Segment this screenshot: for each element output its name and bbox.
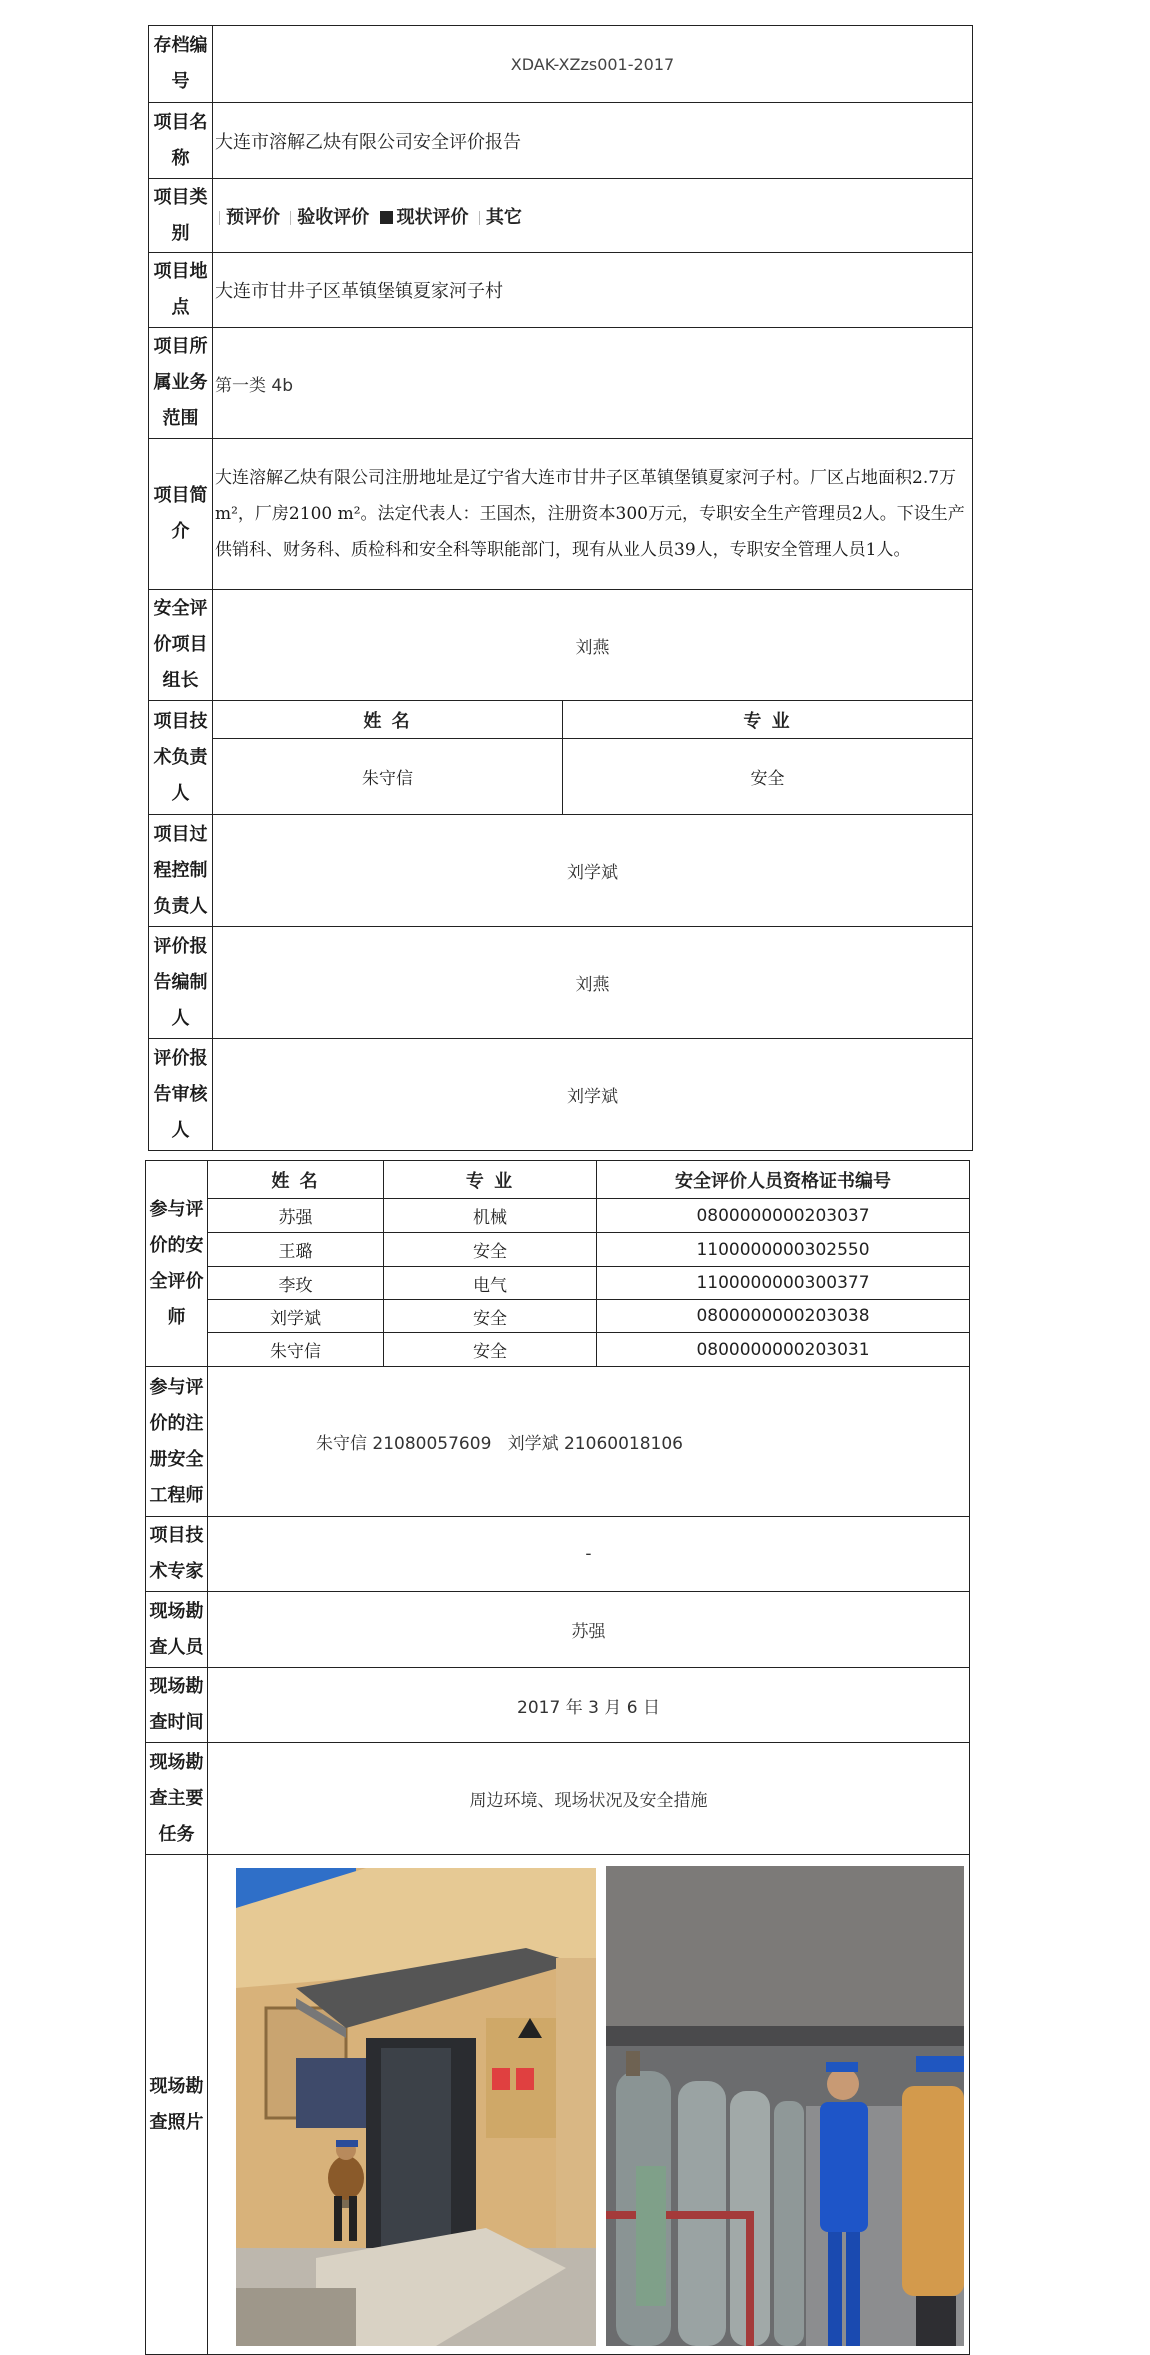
checkbox-acceptance-eval[interactable] — [290, 211, 294, 225]
table-row — [146, 1300, 970, 1333]
row-business-scope — [149, 328, 973, 439]
row-project-name — [149, 103, 973, 179]
table-row — [146, 1267, 970, 1300]
table-row — [146, 1233, 970, 1267]
evaluators-header-cert: 安全评价人员资格证书编号 — [597, 1161, 970, 1199]
team-leader-value: 刘燕 — [213, 590, 973, 701]
row-registered-engineers — [146, 1367, 970, 1517]
row-process-lead — [149, 815, 973, 927]
report-reviewer-label: 评价报告审核人 — [149, 1039, 213, 1151]
tech-lead-header-major: 专 业 — [563, 701, 973, 739]
option-pre-eval: 预评价 — [226, 206, 280, 228]
row-team-leader — [149, 590, 973, 701]
tech-lead-header-name: 姓 名 — [213, 701, 563, 739]
project-intro-value: 大连溶解乙炔有限公司注册地址是辽宁省大连市甘井子区革镇堡镇夏家河子村。厂区占地面积2.7万m²，厂房2100 m²。法定代表人：王国杰，注册资本300万元，专职安全生产管理员2人。下设生产供销科、财务科、质检科和安全科等职能部门，现有从业人员39人，专职安全管理人员1人。 — [213, 439, 973, 590]
evaluator-major: 机械 — [384, 1199, 597, 1233]
checkbox-other[interactable] — [479, 211, 483, 225]
business-scope-value: 第一类 4b — [213, 328, 973, 439]
option-acceptance-eval: 验收评价 — [297, 206, 370, 228]
evaluator-name: 刘学斌 — [208, 1300, 384, 1333]
project-type-options — [213, 179, 973, 253]
registered-engineers-label: 参与评价的注册安全工程师 — [146, 1367, 208, 1517]
checkbox-pre-eval[interactable] — [219, 211, 223, 225]
project-name-label: 项目名称 — [149, 103, 213, 179]
team-leader-label: 安全评价项目组长 — [149, 590, 213, 701]
process-lead-value: 刘学斌 — [213, 815, 973, 927]
record-table-top — [148, 25, 973, 1151]
project-intro-label: 项目简介 — [149, 439, 213, 590]
archive-no-label: 存档编号 — [149, 26, 213, 103]
evaluator-cert-no: 0800000000203031 — [597, 1333, 970, 1367]
evaluator-major: 安全 — [384, 1300, 597, 1333]
survey-photo-cylinders — [606, 1866, 964, 2346]
tech-lead-label: 项目技术负责人 — [149, 701, 213, 815]
tech-experts-value: - — [208, 1517, 970, 1592]
evaluator-name: 李玫 — [208, 1267, 384, 1300]
row-report-reviewer — [149, 1039, 973, 1151]
row-evaluators-header — [146, 1161, 970, 1199]
evaluator-name: 王璐 — [208, 1233, 384, 1267]
survey-tasks-label: 现场勘查主要任务 — [146, 1743, 208, 1855]
survey-tasks-value: 周边环境、现场状况及安全措施 — [208, 1743, 970, 1855]
entrance-photo-illustration — [236, 1868, 596, 2346]
project-location-label: 项目地点 — [149, 253, 213, 328]
tech-lead-name: 朱守信 — [213, 739, 563, 815]
survey-staff-label: 现场勘查人员 — [146, 1592, 208, 1668]
row-survey-staff — [146, 1592, 970, 1668]
registered-engineers-value: 朱守信 21080057609 刘学斌 21060018106 — [208, 1367, 970, 1517]
survey-photo-entrance — [236, 1868, 596, 2346]
table-row — [146, 1333, 970, 1367]
archive-no-value: XDAK-XZzs001-2017 — [213, 26, 973, 103]
row-project-type — [149, 179, 973, 253]
evaluator-cert-no: 0800000000203037 — [597, 1199, 970, 1233]
report-author-label: 评价报告编制人 — [149, 927, 213, 1039]
cylinders-photo-illustration — [606, 1866, 964, 2346]
survey-date-label: 现场勘查时间 — [146, 1668, 208, 1743]
report-reviewer-value: 刘学斌 — [213, 1039, 973, 1151]
row-project-location — [149, 253, 973, 328]
report-author-value: 刘燕 — [213, 927, 973, 1039]
evaluators-header-major: 专 业 — [384, 1161, 597, 1199]
table-row — [146, 1199, 970, 1233]
business-scope-label: 项目所属业务范围 — [149, 328, 213, 439]
evaluator-cert-no: 1100000000300377 — [597, 1267, 970, 1300]
row-tech-lead-values — [149, 739, 973, 815]
option-status-eval: 现状评价 — [396, 206, 469, 228]
survey-date-value: 2017 年 3 月 6 日 — [208, 1668, 970, 1743]
row-tech-experts — [146, 1517, 970, 1592]
project-location-value: 大连市甘井子区革镇堡镇夏家河子村 — [213, 253, 973, 328]
evaluators-header-name: 姓 名 — [208, 1161, 384, 1199]
survey-staff-value: 苏强 — [208, 1592, 970, 1668]
evaluator-name: 苏强 — [208, 1199, 384, 1233]
row-tech-lead-header — [149, 701, 973, 739]
evaluators-label: 参与评价的安全评价师 — [146, 1161, 208, 1367]
row-project-intro — [149, 439, 973, 590]
checkbox-status-eval-checked[interactable] — [380, 211, 393, 224]
evaluator-cert-no: 1100000000302550 — [597, 1233, 970, 1267]
row-archive-no — [149, 26, 973, 103]
project-name-value: 大连市溶解乙炔有限公司安全评价报告 — [213, 103, 973, 179]
evaluator-major: 电气 — [384, 1267, 597, 1300]
evaluator-cert-no: 0800000000203038 — [597, 1300, 970, 1333]
process-lead-label: 项目过程控制负责人 — [149, 815, 213, 927]
project-type-label: 项目类别 — [149, 179, 213, 253]
row-survey-date — [146, 1668, 970, 1743]
tech-experts-label: 项目技术专家 — [146, 1517, 208, 1592]
row-report-author — [149, 927, 973, 1039]
row-survey-tasks — [146, 1743, 970, 1855]
option-other: 其它 — [485, 206, 522, 228]
survey-photos-label: 现场勘查照片 — [146, 1855, 208, 2355]
evaluator-major: 安全 — [384, 1233, 597, 1267]
evaluator-major: 安全 — [384, 1333, 597, 1367]
tech-lead-major: 安全 — [563, 739, 973, 815]
evaluator-name: 朱守信 — [208, 1333, 384, 1367]
